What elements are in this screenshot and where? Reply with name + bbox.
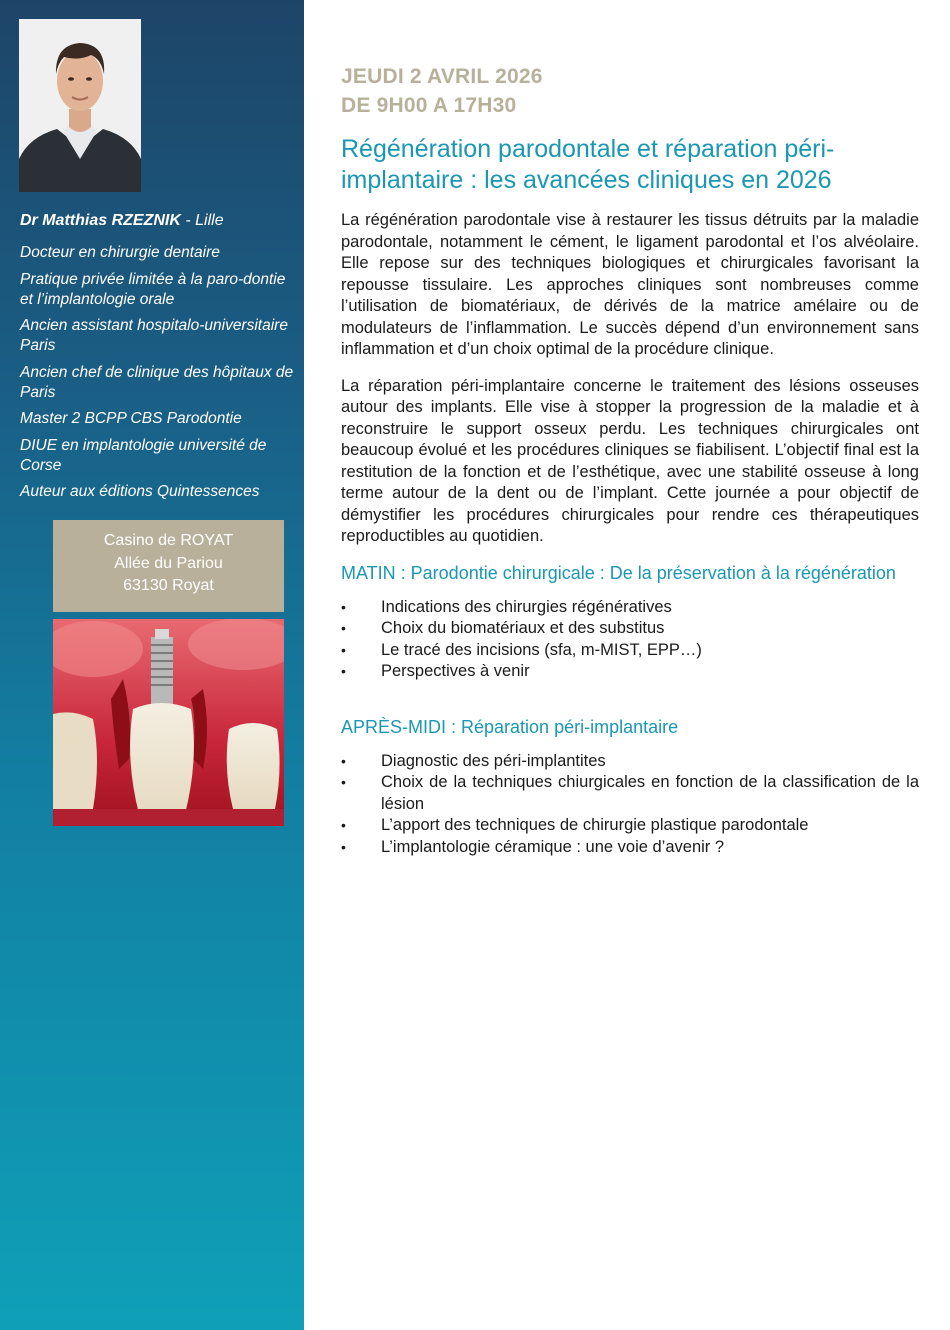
credential-item: Ancien chef de clinique des hôpitaux de Paris bbox=[20, 363, 294, 401]
speaker-portrait-illustration bbox=[19, 19, 141, 192]
speaker-credentials bbox=[20, 243, 295, 509]
venue-name: Casino de ROYAT bbox=[103, 532, 234, 549]
event-date: JEUDI 2 AVRIL 2026 bbox=[341, 65, 543, 88]
sidebar bbox=[0, 0, 304, 1330]
clinical-photo bbox=[53, 619, 284, 826]
description-paragraph: La réparation péri-implantaire concerne le traitement des lésions osseuses autour des implants. Elle vise à stopper la progression de la maladie et à reconstruire le support osseux perdu. Les techniques chirurgicales ont beaucoup évolué et les procédures cliniques se fiabilisent. L’objectif final est la restitution de la fonction et de l’esthétique, avec une stabilité osseuse à long terme autour de la dent ou de l’implant. Cette journée a pour objectif de démystifier les procédures chirurgicales pour rendre ces thérapeutiques reproductibles au quotidien. bbox=[341, 376, 919, 545]
credential-item: Auteur aux éditions Quintessences bbox=[20, 483, 260, 500]
list-item: • Diagnostic des péri-implantites bbox=[341, 751, 919, 773]
credential-item: Docteur en chirurgie dentaire bbox=[20, 244, 220, 261]
speaker-portrait bbox=[19, 19, 141, 192]
main-content bbox=[341, 62, 919, 858]
venue-street: Allée du Pariou bbox=[114, 554, 223, 572]
morning-heading: MATIN : Parodontie chirurgicale : De la préservation à la régénération bbox=[341, 562, 896, 583]
speaker-city: - Lille bbox=[180, 212, 224, 229]
speaker-name-line bbox=[20, 210, 295, 232]
page-title: Régénération parodontale et réparation péri-implantaire : les avancées cliniques en 2026 bbox=[341, 135, 835, 194]
venue-city: 63130 Royat bbox=[123, 577, 214, 594]
list-item: • Choix de la techniques chiurgicales en fonction de la classification de la lésion bbox=[341, 772, 919, 815]
speaker-name: Dr Matthias RZEZNIK bbox=[20, 212, 181, 229]
morning-list bbox=[341, 597, 919, 683]
credential-item: DIUE en implantologie université de Corse bbox=[20, 436, 267, 474]
clinical-photo-illustration bbox=[53, 619, 284, 826]
list-item: • L’implantologie céramique : une voie d’avenir ? bbox=[341, 837, 919, 859]
list-item: • Choix du biomatériaux et des substitus bbox=[341, 618, 919, 640]
afternoon-heading: APRÈS-MIDI : Réparation péri-implantaire bbox=[341, 716, 679, 737]
list-item: • Perspectives à venir bbox=[341, 661, 919, 683]
list-item: • L’apport des techniques de chirurgie plastique parodontale bbox=[341, 815, 919, 837]
event-time: DE 9H00 A 17H30 bbox=[341, 94, 517, 117]
credential-item: Master 2 BCPP CBS Parodontie bbox=[20, 410, 242, 427]
list-item: • Le tracé des incisions (sfa, m-MIST, EPP…) bbox=[341, 640, 919, 662]
afternoon-list bbox=[341, 751, 919, 859]
credential-item: Ancien assistant hospitalo-universitaire Paris bbox=[20, 317, 288, 354]
intro-paragraph: La régénération parodontale vise à restaurer les tissus détruits par la maladie parodontale, notamment le cément, le ligament parodontal et l’os alvéolaire. Elle repose sur des techniques biologiques et chirurgicales favorisant la repousse tissulaire. Les approches cliniques sont nombreuses comme l’utilisation de biomatériaux, de dérivés de la matrice amélaire ou de modulateurs de l’inflammation. Le succès dépend d’un environnement sans inflammation et d’un choix optimal de la procédure clinique. bbox=[341, 211, 919, 358]
list-item: • Indications des chirurgies régénératives bbox=[341, 597, 919, 619]
credential-item: Pratique privée limitée à la paro-dontie et l’implantologie orale bbox=[20, 270, 286, 308]
venue-box bbox=[53, 520, 284, 612]
